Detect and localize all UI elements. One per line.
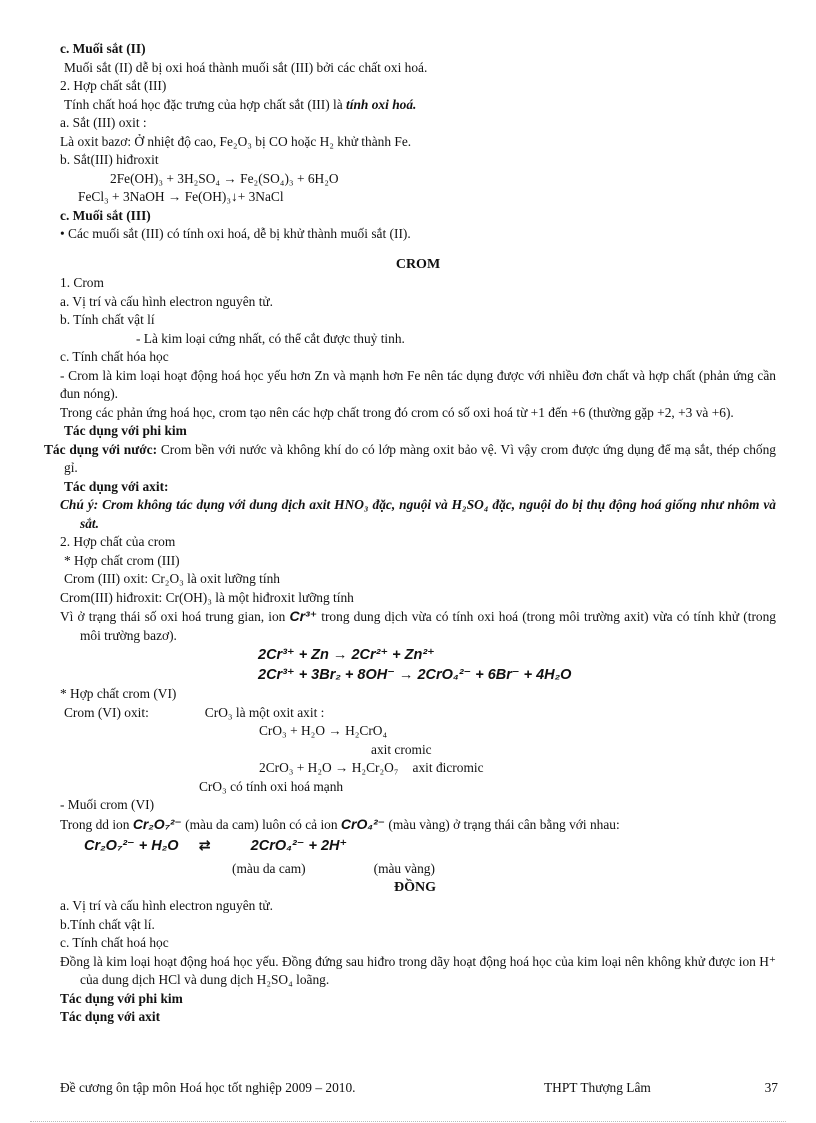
text-line: * Hợp chất crom (VI) <box>60 686 177 701</box>
text-line: c. Tính chất hoá học <box>60 935 169 950</box>
text-line: CrO₃ có tính oxi hoá mạnh <box>199 778 344 794</box>
text-line: a. Vị trí và cấu hình electron nguyên tử. <box>60 293 274 309</box>
text-line: - Là kim loại cứng nhất, có thể cắt được thuỷ tinh. <box>136 330 405 346</box>
equation-line: Cr₂O₇²⁻ + H₂O ⇄ 2CrO₄²⁻ + 2H⁺ <box>84 838 348 854</box>
subheading: Tác dụng với axit: <box>64 478 169 494</box>
text-line: b.Tính chất vật lí. <box>60 916 155 932</box>
equation-line: CrO₃ + H₂O → H₂CrO₄ <box>259 723 388 738</box>
heading-dong: ĐỒNG <box>394 879 436 895</box>
footer-school: THPT Thượng Lâm <box>544 1080 651 1095</box>
page-footer <box>60 1079 778 1099</box>
note-paragraph: Chú ý: Crom không tác dụng với dung dịch axit HNO₃ đặc, nguội và H₂SO₄ đặc, nguội do bị thụ động hoá giống như nhôm và sắt. <box>60 497 776 531</box>
section-heading: 2. Hợp chất của crom <box>60 534 176 549</box>
paragraph: Trong dd ion Cr₂O₇²⁻ (màu da cam) luôn có cả ion CrO₄²⁻ (màu vàng) ở trạng thái cân bằng với nhau: <box>60 815 620 832</box>
document-body <box>44 40 777 1027</box>
text-line: (màu da cam) (màu vàng) <box>232 861 435 876</box>
subheading: Tác dụng với axit <box>60 1009 161 1024</box>
equilibrium-arrow-icon: ⇄ <box>198 838 211 854</box>
text-line: axit cromic <box>371 741 432 757</box>
paragraph: Đồng là kim loại hoạt động hoá học yếu. Đồng đứng sau hiđro trong dãy hoạt động hoá học của kim loại nên không khử được ion H⁺ của dung dịch HCl và dung dịch H₂SO₄ loãng. <box>60 953 776 987</box>
equation-line: 2Cr³⁺ + Zn → 2Cr²⁺ + Zn²⁺ <box>258 647 435 663</box>
text-line: Crom (VI) oxit: CrO₃ là một oxit axit : <box>64 704 325 720</box>
page-number: 37 <box>764 1080 778 1095</box>
paragraph: Vì ở trạng thái số oxi hoá trung gian, ion Cr³⁺ trong dung dịch vừa có tính oxi hoá (trong môi trường axit) vừa có tính khử (trong môi trường bazơ). <box>60 608 776 643</box>
heading-muoi-sat-ii: c. Muối sắt (II) <box>60 41 146 56</box>
text-line: Là oxit bazơ: Ở nhiệt độ cao, Fe₂O₃ bị CO hoặc H₂ khử thành Fe. <box>60 133 412 149</box>
chem-ion: Cr₂O₇²⁻ <box>132 815 182 832</box>
equation-line: 2Fe(OH)₃ + 3H₂SO₄ → Fe₂(SO₄)₃ + 6H₂O <box>110 170 339 186</box>
equation-line: FeCl₃ + 3NaOH → Fe(OH)₃↓+ 3NaCl <box>78 189 284 204</box>
text-line: b. Sắt(III) hiđroxit <box>60 152 159 167</box>
equation-line: 2Cr³⁺ + 3Br₂ + 8OH⁻ → 2CrO₄²⁻ + 6Br⁻ + 4H₂O <box>258 667 572 683</box>
text-line: * Hợp chất crom (III) <box>64 552 180 568</box>
paragraph: Trong các phản ứng hoá học, crom tạo nên các hợp chất trong đó crom có số oxi hoá từ +1 đến +6 (thường gặp +2, +3 và +6). <box>60 404 734 420</box>
text-line: c. Tính chất hóa học <box>60 349 169 364</box>
heading-muoi-sat-iii: c. Muối sắt (III) <box>60 207 151 223</box>
text-line: Crom(III) hiđroxit: Cr(OH)₃ là một hiđroxit lưỡng tính <box>60 589 354 605</box>
text-line: - Muối crom (VI) <box>60 797 155 812</box>
paragraph: Tác dụng với nước: Crom bền với nước và không khí do có lớp màng oxit bảo vệ. Vì vậy crom được ứng dụng để mạ sắt, thép chống gỉ. <box>44 441 777 475</box>
subheading: Tác dụng với phi kim <box>60 990 183 1006</box>
footer-title: Đề cương ôn tập môn Hoá học tốt nghiệp 2009 – 2010. <box>60 1080 356 1095</box>
section-heading: 2. Hợp chất sắt (III) <box>60 78 167 93</box>
text-line: a. Vị trí và cấu hình electron nguyên tử. <box>60 898 274 913</box>
text-line: Crom (III) oxit: Cr₂O₃ là oxit lưỡng tính <box>64 571 280 586</box>
text-line: Muối sắt (II) dễ bị oxi hoá thành muối sắt (III) bởi các chất oxi hoá. <box>64 59 428 75</box>
text-line: b. Tính chất vật lí <box>60 312 155 327</box>
text-line: a. Sắt (III) oxit : <box>60 115 147 130</box>
paragraph: - Crom là kim loại hoạt động hoá học yếu hơn Zn và mạnh hơn Fe nên tác dụng được với nhiều đơn chất và hợp chất (phản ứng cần đun nóng). <box>60 367 776 401</box>
chem-ion: CrO₄²⁻ <box>340 815 386 832</box>
subheading: Tác dụng với phi kim <box>64 423 187 438</box>
equation-line: 2CrO₃ + H₂O → H₂Cr₂O₇ axit đicromic <box>259 760 484 775</box>
section-heading: 1. Crom <box>60 275 104 290</box>
heading-crom: CROM <box>395 256 441 272</box>
chem-ion: Cr³⁺ <box>289 608 318 624</box>
text-line: Tính chất hoá học đặc trưng của hợp chất sắt (III) là tính oxi hoá. <box>64 96 417 112</box>
footer-rule <box>30 1121 786 1122</box>
bullet-line: • Các muối sắt (III) có tính oxi hoá, dễ bị khử thành muối sắt (II). <box>60 226 411 241</box>
